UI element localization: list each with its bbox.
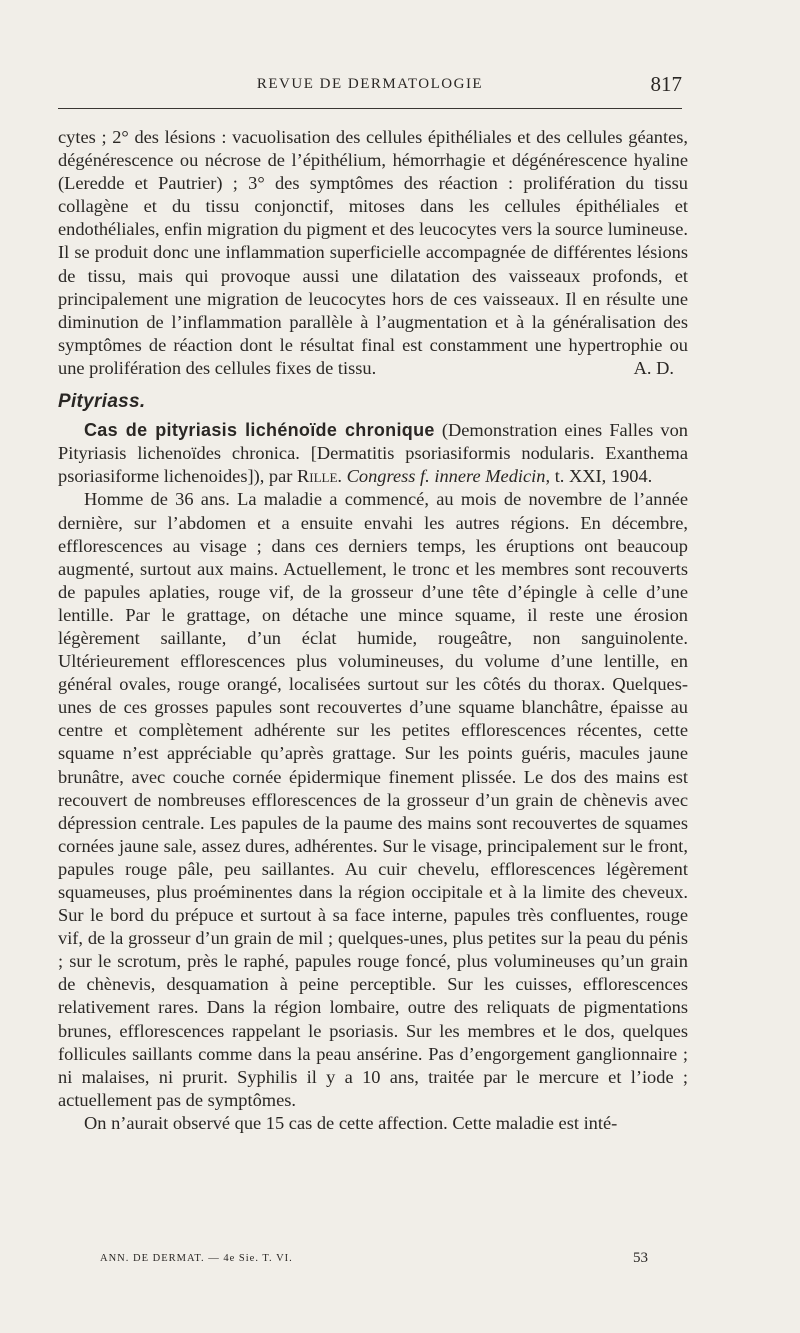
paragraph-continuation xyxy=(58,126,688,380)
article-title: Cas de pityriasis lichénoïde chronique xyxy=(84,420,435,441)
article-intro: (Demonstration eines Falles von Pityriasis lichenoïdes chronica. [Dermatitis psoriasiformis nodularis. Exanthema psoriasiforme lichenoides]), par xyxy=(58,420,688,487)
article-journal: Congress f. innere Medicin, xyxy=(342,466,551,487)
article-heading-paragraph xyxy=(58,419,688,488)
page-number: 817 xyxy=(650,72,682,96)
signature-number: 53 xyxy=(633,1250,648,1266)
footer-citation: ANN. DE DERMAT. — 4e Sie. T. VI. xyxy=(100,1253,293,1264)
running-head xyxy=(58,72,682,98)
page-footer xyxy=(100,1250,660,1270)
author-signature: A. D. xyxy=(633,357,674,378)
case-description-paragraph: Homme de 36 ans. La maladie a commencé, au mois de novembre de l’année dernière, sur l’abdomen et a ensuite envahi les autres régions. En décembre, efflorescences au visage ; dans ces derniers temps, les éruptions ont beaucoup augmenté, surtout aux mains. Actuellement, le tronc et les membres sont recouverts de papules aplaties, rouge vif, de la grosseur d’une tête d’épingle à celle d’une lentille. Par le grattage, on détache une mince squame, il reste une érosion légèrement saillante, d’un éclat humide, rougeâtre, non sanguinolente. Ultérieurement efflorescences plus volumineuses, du volume d’une lentille, en général ovales, rouge orangé, localisées surtout sur les côtés du thorax. Quelques-unes de ces grosses papules sont recouvertes d’une squame blanchâtre, épaisse au centre et complètement adhérente sur les petites efflorescences récentes, cette squame n’est appréciable qu’après grattage. Sur les points guéris, macules jaune brunâtre, avec couche cornée épidermique finement plissée. Le dos des mains est recouvert de nombreuses efflorescences de la grosseur d’un grain de chènevis avec dépression centrale. Les papules de la paume des mains sont recouvertes de squames cornées jaune sale, assez dures, adhérentes. Sur le visage, principalement sur le front, papules rouge pâle, peu saillantes. Au cuir chevelu, efflorescences légèrement squameuses, plus proéminentes dans la région occipitale et à la limite des cheveux. Sur le bord du prépuce et surtout à sa face interne, papules très confluentes, rouge vif, de la grosseur d’un grain de mil ; quelques-unes, plus petites sur la peau du pénis ; sur le scrotum, près le raphé, papules rouge foncé, plus volumineuses qu’un grain de chènevis, desquamation à peine perceptible. Sur les cuisses, efflorescences relativement rares. Dans la région lombaire, outre des reliquats de pigmentations brunes, efflorescences rappelant le psoriasis. Sur les membres et le dos, quelques follicules saillants comme dans la peau ansérine. Pas d’engorgement ganglionnaire ; ni malaises, ni prurit. Syphilis il y a 10 ans, traitée par le mercure et l’iode ; actuellement pas de symptômes. xyxy=(58,489,688,1110)
section-heading: Pityriass. xyxy=(58,391,146,413)
closing-paragraph: On n’aurait observé que 15 cas de cette affection. Cette maladie est inté- xyxy=(84,1112,618,1133)
article-author: Rille. xyxy=(297,466,343,487)
header-rule xyxy=(58,108,682,109)
paragraph-text: cytes ; 2° des lésions : vacuolisation des cellules épithéliales et des cellules géantes, dégénérescence ou nécrose de l’épithélium, hémorrhagie et dégénérescence hyaline (Leredde et Pautrier) ; 3° des symptômes des réaction : prolifération du tissu collagène et du tissu conjonctif, mitoses dans les cellules épithéliales et endothéliales, enfin migration du pigment et des leucocytes vers la source lumineuse. Il se produit donc une inflammation superficielle accompagnée de différentes lésions de tissu, mais qui provoque aussi une dilatation des vaisseaux profonds, et principalement une migration de leucocytes hors de ces vaisseaux. Il en résulte une diminution de l’inflammation parallèle à l’augmentation et à la généralisation des symptômes de réaction dont le résultat final est constamment une hypertrophie ou une prolifération des cellules fixes de tissu. xyxy=(58,127,688,378)
article-reference: t. XXI, 1904. xyxy=(550,466,653,487)
journal-title: REVUE DE DERMATOLOGIE xyxy=(256,76,484,92)
body-text xyxy=(58,126,688,1135)
